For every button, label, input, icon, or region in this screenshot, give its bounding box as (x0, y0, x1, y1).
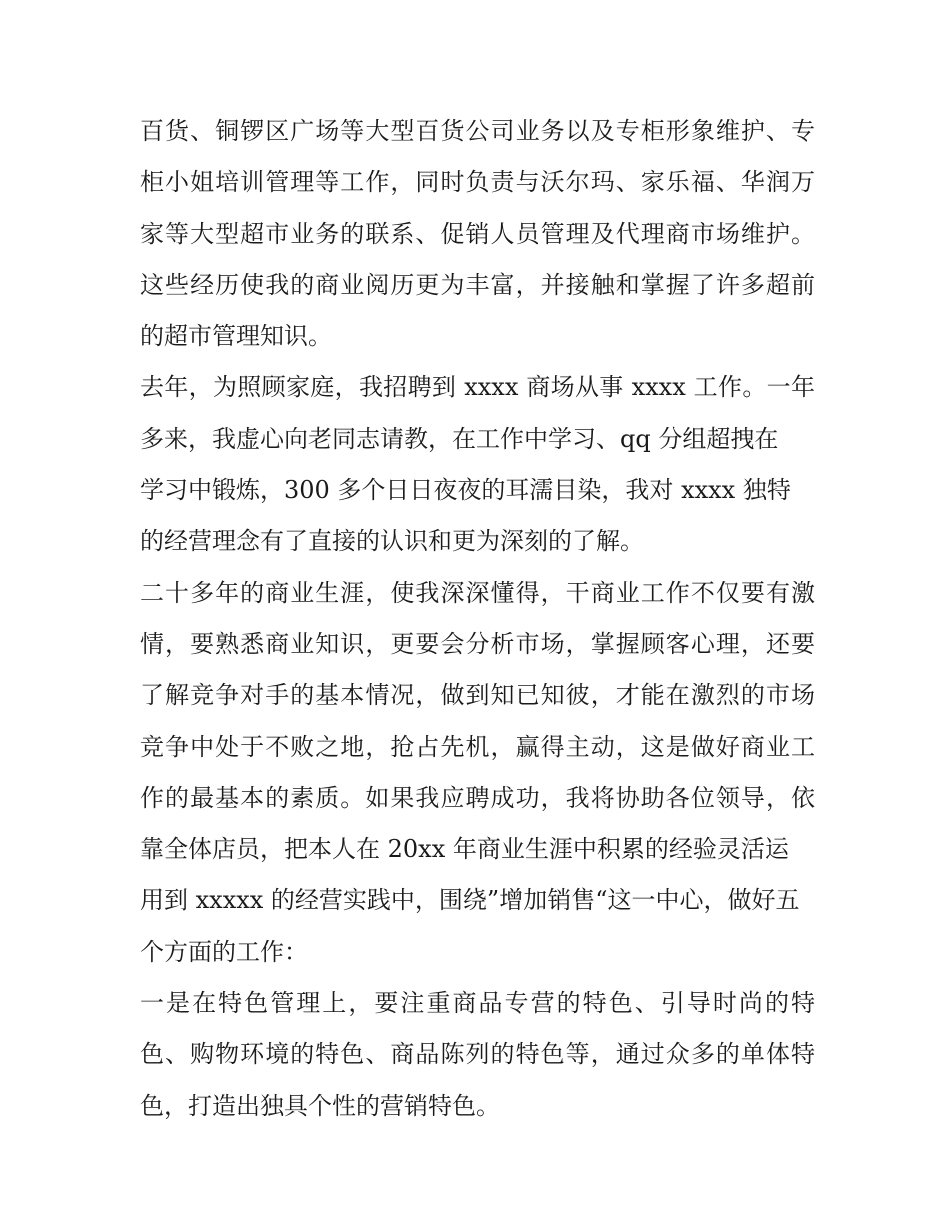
text-line: 色、购物环境的特色、商品陈列的特色等，通过众多的单体特 (140, 1040, 815, 1069)
text-line: 多来，我虚心向老同志请教，在工作中学习、qq 分组超拽在 (140, 424, 779, 453)
text-line: 个方面的工作： (140, 937, 308, 966)
text-line: 百货、铜锣区广场等大型百货公司业务以及专柜形象维护、专 (140, 117, 815, 145)
paragraph (140, 978, 815, 1132)
document-body (140, 106, 815, 1132)
text-line: 情，要熟悉商业知识，更要会分析市场，掌握顾客心理，还要 (140, 629, 815, 658)
text-line: 这些经历使我的商业阅历更为丰富，并接触和掌握了许多超前 (140, 270, 815, 299)
paragraph (140, 106, 815, 362)
text-line: 一是在特色管理上，要注重商品专营的特色、引导时尚的特 (140, 989, 815, 1018)
text-line: 柜小姐培训管理等工作，同时负责与沃尔玛、家乐福、华润万 (140, 168, 815, 197)
text-line: 用到 xxxxx 的经营实践中，围绕”增加销售“这一中心，做好五 (140, 886, 800, 915)
text-line: 学习中锻炼，300 多个日日夜夜的耳濡目染，我对 xxxx 独特 (140, 476, 791, 505)
text-line: 的经营理念有了直接的认识和更为深刻的了解。 (140, 527, 644, 556)
text-line: 了解竞争对手的基本情况，做到知已知彼，才能在激烈的市场 (140, 681, 815, 710)
text-line: 二十多年的商业生涯，使我深深懂得，干商业工作不仅要有激 (140, 578, 815, 607)
text-line: 的超市管理知识。 (140, 322, 332, 351)
text-line: 作的最基本的素质。如果我应聘成功，我将协助各位领导，依 (140, 783, 815, 812)
text-line: 色，打造出独具个性的营销特色。 (140, 1091, 500, 1120)
paragraph (140, 362, 815, 567)
text-line: 竞争中处于不败之地，抢占先机，赢得主动，这是做好商业工 (140, 732, 815, 761)
text-line: 家等大型超市业务的联系、促销人员管理及代理商市场维护。 (140, 219, 815, 248)
paragraph (140, 568, 815, 978)
text-line: 靠全体店员，把本人在 20xx 年商业生涯中积累的经验灵活运 (140, 835, 789, 864)
text-line: 去年，为照顾家庭，我招聘到 xxxx 商场从事 xxxx 工作。一年 (140, 373, 815, 402)
